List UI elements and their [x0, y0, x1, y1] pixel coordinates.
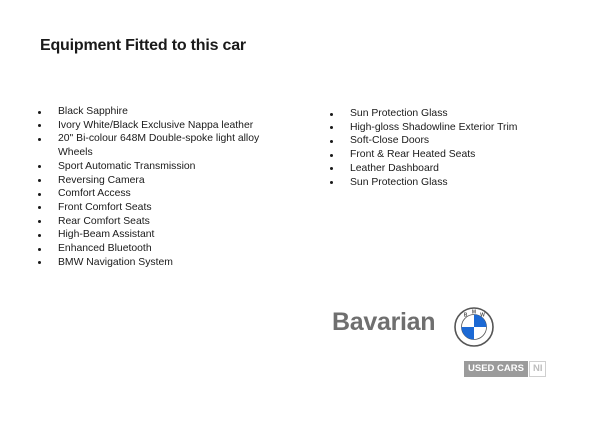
roundel-letter: B [463, 312, 468, 319]
equipment-item: Comfort Access [38, 187, 288, 201]
equipment-item: Black Sapphire [38, 105, 288, 119]
equipment-item: Sun Protection Glass [330, 107, 560, 121]
equipment-item: Sun Protection Glass [330, 176, 560, 190]
equipment-item: Soft-Close Doors [330, 134, 560, 148]
equipment-item: Front Comfort Seats [38, 201, 288, 215]
roundel-letter: W [480, 312, 485, 319]
equipment-item: Rear Comfort Seats [38, 215, 288, 229]
region-label: NI [529, 361, 547, 377]
bmw-roundel-icon [454, 307, 494, 347]
equipment-item: High-Beam Assistant [38, 228, 288, 242]
equipment-item: BMW Navigation System [38, 256, 288, 270]
roundel-letter: M [471, 309, 477, 316]
equipment-list-right [330, 107, 560, 189]
equipment-item: Front & Rear Heated Seats [330, 148, 560, 162]
page-title: Equipment Fitted to this car [40, 37, 246, 54]
used-cars-label: USED CARS [464, 361, 528, 377]
equipment-item: Sport Automatic Transmission [38, 160, 288, 174]
equipment-item: Ivory White/Black Exclusive Nappa leather [38, 119, 288, 133]
equipment-list-left [38, 105, 288, 269]
equipment-item: 20" Bi-colour 648M Double-spoke light alloy Wheels [38, 132, 288, 159]
used-cars-badge [464, 361, 546, 377]
equipment-item: Leather Dashboard [330, 162, 560, 176]
equipment-item: Enhanced Bluetooth [38, 242, 288, 256]
equipment-item: Reversing Camera [38, 174, 288, 188]
dealer-wordmark: Bavarian [332, 308, 436, 336]
equipment-item: High-gloss Shadowline Exterior Trim [330, 121, 560, 135]
